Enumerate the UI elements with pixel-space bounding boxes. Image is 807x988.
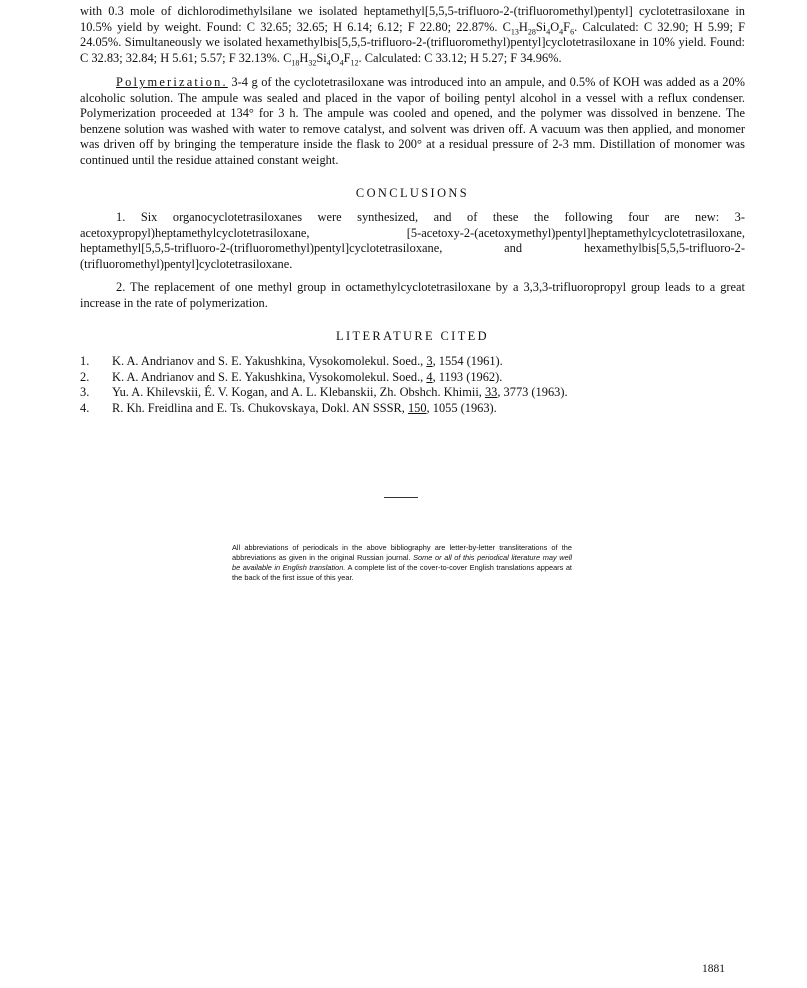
formula-2: $C_{18}H_{32}Si_4O_4F_{12}$: [283, 50, 359, 67]
paragraph-text: . Calculated: C 33.12; H 5.27; F 34.96%.: [358, 50, 562, 65]
paragraph-text: with 0.3 mole of dichlorodimethylsilane we isolated heptamethyl[5,5,5-trifluoro-2-(trifluoromethyl)pentyl] cyclotetrasiloxane in 10.5% yield by weight. Found: C 32.65; 32.65; H 6.14; 6.12; F 22.80; 22.87%.: [80, 4, 745, 34]
formula-1: $C_{13}H_{28}Si_4O_4F_6$: [502, 19, 575, 36]
polymerization-heading: Polymerization.: [116, 75, 228, 89]
polymerization-text: 3-4 g of the cyclotetrasiloxane was introduced into an ampule, and 0.5% of KOH was added as a 20% alcoholic solution. The ampule was sealed and placed in the vapor of boiling pentyl alcohol in a vessel with a reflux condenser. Polymerization proceeded at 134° for 3 h. The ampule was cooled and opened, and the polymer was dissolved in benzene. The benzene solution was washed with water to remove catalyst, and solvent was driven off. A vacuum was then applied, and monomer was driven off by bringing the temperature inside the flask to 200° at a residual pressure of 2-3 mm. Distillation of monomer was continued until the residue attained constant weight.: [80, 75, 745, 167]
literature-title: LITERATURE CITED: [336, 329, 489, 343]
polymerization-paragraph: [80, 75, 745, 168]
reference-item: 3. Yu. A. Khilevskii, É. V. Kogan, and A. L. Klebanskii, Zh. Obshch. Khimii, 33, 3773 (1963).: [80, 385, 568, 399]
reference-item: 1. K. A. Andrianov and S. E. Yakushkina, Vysokomolekul. Soed., 3, 1554 (1961).: [80, 354, 503, 368]
reference-list: [80, 354, 745, 416]
experimental-paragraph: [80, 4, 745, 66]
paragraph-text: . Calculated: C 32.90; H 5.99; F 24.05%. Simultaneously we isolated hexamethylbis[5,5,5-trifluoro-2-(trifluoromethyl)pentyl]cyclotetrasiloxane in 10% yield. Found: C 32.83; 32.84; H 5.61; 5.57; F 32.13%.: [80, 19, 745, 65]
conclusion-item-1: 1. Six organocyclotetrasiloxanes were synthesized, and of these the following four are new: 3-acetoxypropyl)heptamethylcyclotetrasiloxane, [5-acetoxy-2-(acetoxymethyl)pentyl]heptamethylcyclotetrasiloxane, heptamethyl[5,5,5-trifluoro-2-(trifluoromethyl)pentyl]cyclotetrasiloxane, and hexamethylbis[5,5,5-trifluoro-2-(trifluoromethyl)pentyl]cyclotetrasiloxane.: [80, 210, 745, 271]
page-number: 1881: [702, 963, 725, 975]
conclusions-title: CONCLUSIONS: [355, 186, 470, 200]
reference-item: 4. R. Kh. Freidlina and E. Ts. Chukovskaya, Dokl. AN SSSR, 150, 1055 (1963).: [80, 400, 497, 415]
document-page: [80, 4, 745, 416]
section-divider: [384, 497, 418, 498]
conclusion-item-2: 2. The replacement of one methyl group in octamethylcyclotetrasiloxane by a 3,3,3-trifluoropropyl group leads to a great increase in the rate of polymerization.: [80, 280, 745, 310]
footnote: All abbreviations of periodicals in the above bibliography are letter-by-letter transliterations of the abbreviations as given in the original Russian journal. Some or all of this periodical literature may well be available in English translation. A complete list of the cover-to-cover English translations appears at the back of the first issue of this year.: [232, 543, 572, 583]
reference-item: 2. K. A. Andrianov and S. E. Yakushkina, Vysokomolekul. Soed., 4, 1193 (1962).: [80, 369, 503, 384]
